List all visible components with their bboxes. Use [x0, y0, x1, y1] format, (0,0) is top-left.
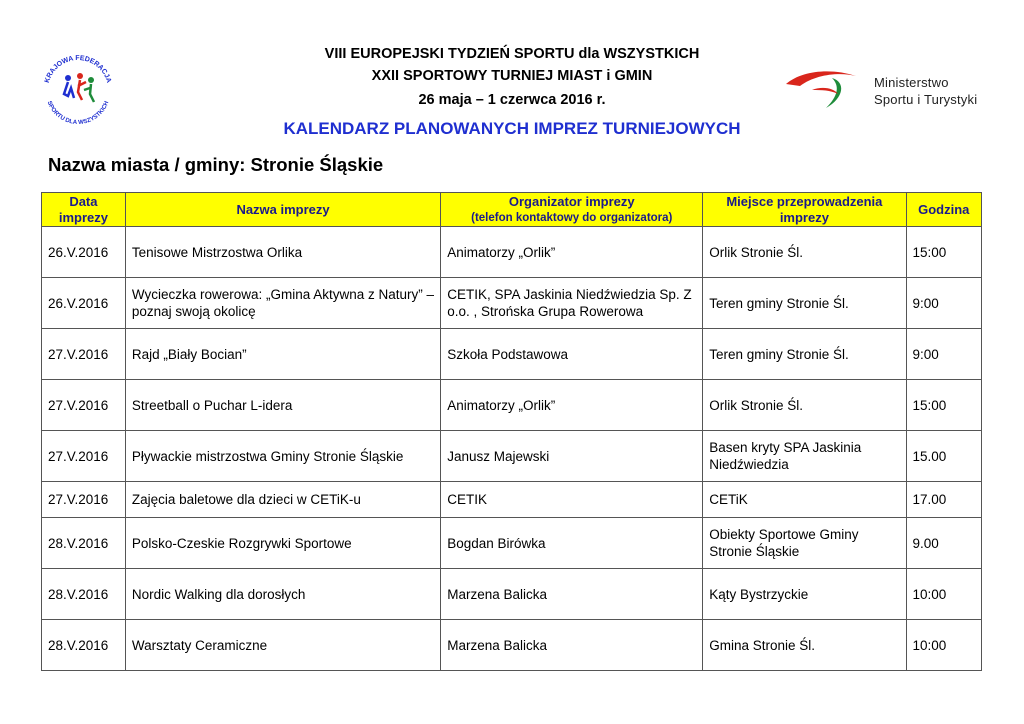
col-organizer-header-l2: (telefon kontaktowy do organizatora): [471, 211, 673, 224]
cell-time: 17.00: [906, 482, 981, 518]
table-row: [42, 329, 982, 380]
cell-place: Teren gminy Stronie Śl.: [703, 329, 906, 380]
cell-date: 28.V.2016: [42, 518, 126, 569]
col-place-header: [703, 193, 906, 227]
city-label: Nazwa miasta / gminy: Stronie Śląskie: [48, 154, 384, 175]
cell-name: Rajd „Biały Bocian”: [125, 329, 440, 380]
logo-left-text-top: KRAJOWA FEDERACJA: [43, 54, 113, 84]
cell-organizer: Marzena Balicka: [441, 620, 703, 671]
cell-place: Orlik Stronie Śl.: [703, 227, 906, 278]
table-row: [42, 278, 982, 329]
cell-date: 26.V.2016: [42, 278, 126, 329]
col-place-header-l1: Miejsce przeprowadzenia: [726, 193, 883, 209]
table-row: [42, 482, 982, 518]
cell-name: Zajęcia baletowe dla dzieci w CETiK-u: [125, 482, 440, 518]
cell-time: 15.00: [906, 431, 981, 482]
cell-name: Pływackie mistrzostwa Gminy Stronie Śląskie: [125, 431, 440, 482]
table-row: [42, 569, 982, 620]
col-time-header-label: Godzina: [918, 201, 970, 217]
cell-date: 27.V.2016: [42, 329, 126, 380]
table-header-row: [42, 193, 982, 227]
cell-organizer: Szkoła Podstawowa: [441, 329, 703, 380]
cell-organizer: Animatorzy „Orlik”: [441, 380, 703, 431]
cell-organizer: CETIK, SPA Jaskinia Niedźwiedzia Sp. Z o.o. , Strońska Grupa Rowerowa: [441, 278, 703, 329]
cell-time: 15:00: [906, 227, 981, 278]
table-row: [42, 620, 982, 671]
cell-place: Orlik Stronie Śl.: [703, 380, 906, 431]
table-row: [42, 431, 982, 482]
cell-organizer: Animatorzy „Orlik”: [441, 227, 703, 278]
cell-organizer: CETIK: [441, 482, 703, 518]
cell-time: 9:00: [906, 329, 981, 380]
col-date-header-l1: Data: [69, 193, 98, 209]
cell-organizer: Bogdan Birówka: [441, 518, 703, 569]
table-row: [42, 227, 982, 278]
cell-name: Tenisowe Mistrzostwa Orlika: [125, 227, 440, 278]
cell-place: Teren gminy Stronie Śl.: [703, 278, 906, 329]
cell-place: Obiekty Sportowe Gminy Stronie Śląskie: [703, 518, 906, 569]
cell-name: Streetball o Puchar L-idera: [125, 380, 440, 431]
header-dates: 26 maja – 1 czerwca 2016 r.: [418, 92, 606, 108]
cell-name: Wycieczka rowerowa: „Gmina Aktywna z Natury” – poznaj swoją okolicę: [125, 278, 440, 329]
table-row: [42, 380, 982, 431]
cell-time: 10:00: [906, 569, 981, 620]
cell-time: 9.00: [906, 518, 981, 569]
ministry-line1: Ministerstwo: [874, 75, 949, 90]
cell-time: 15:00: [906, 380, 981, 431]
cell-organizer: Janusz Majewski: [441, 431, 703, 482]
col-organizer-header-l1: Organizator imprezy: [508, 193, 635, 209]
cell-place: Kąty Bystrzyckie: [703, 569, 906, 620]
cell-date: 27.V.2016: [42, 482, 126, 518]
cell-date: 28.V.2016: [42, 569, 126, 620]
cell-date: 27.V.2016: [42, 380, 126, 431]
col-place-header-l2: imprezy: [779, 209, 829, 225]
events-table: [41, 192, 982, 671]
cell-name: Polsko-Czeskie Rozgrywki Sportowe: [125, 518, 440, 569]
cell-time: 9:00: [906, 278, 981, 329]
cell-time: 10:00: [906, 620, 981, 671]
logo-left-text-bottom: SPORTU DLA WSZYSTKICH: [45, 100, 111, 127]
col-organizer-header: [441, 193, 703, 227]
cell-date: 26.V.2016: [42, 227, 126, 278]
cell-date: 27.V.2016: [42, 431, 126, 482]
col-name-header-label: Nazwa imprezy: [236, 201, 330, 217]
col-time-header: [906, 193, 981, 227]
cell-date: 28.V.2016: [42, 620, 126, 671]
col-date-header: [42, 193, 126, 227]
cell-place: Basen kryty SPA Jaskinia Niedźwiedzia: [703, 431, 906, 482]
table-row: [42, 518, 982, 569]
calendar-title: KALENDARZ PLANOWANYCH IMPREZ TURNIEJOWYCH: [283, 119, 741, 138]
cell-place: Gmina Stronie Śl.: [703, 620, 906, 671]
col-name-header: [125, 193, 440, 227]
cell-organizer: Marzena Balicka: [441, 569, 703, 620]
header-line1: VIII EUROPEJSKI TYDZIEŃ SPORTU dla WSZYSTKICH: [324, 46, 700, 62]
col-date-header-l2: imprezy: [58, 209, 108, 225]
cell-place: CETiK: [703, 482, 906, 518]
cell-name: Nordic Walking dla dorosłych: [125, 569, 440, 620]
header-line2: XXII SPORTOWY TURNIEJ MIAST i GMIN: [371, 68, 653, 84]
cell-name: Warsztaty Ceramiczne: [125, 620, 440, 671]
ministry-line2: Sportu i Turystyki: [874, 92, 978, 107]
